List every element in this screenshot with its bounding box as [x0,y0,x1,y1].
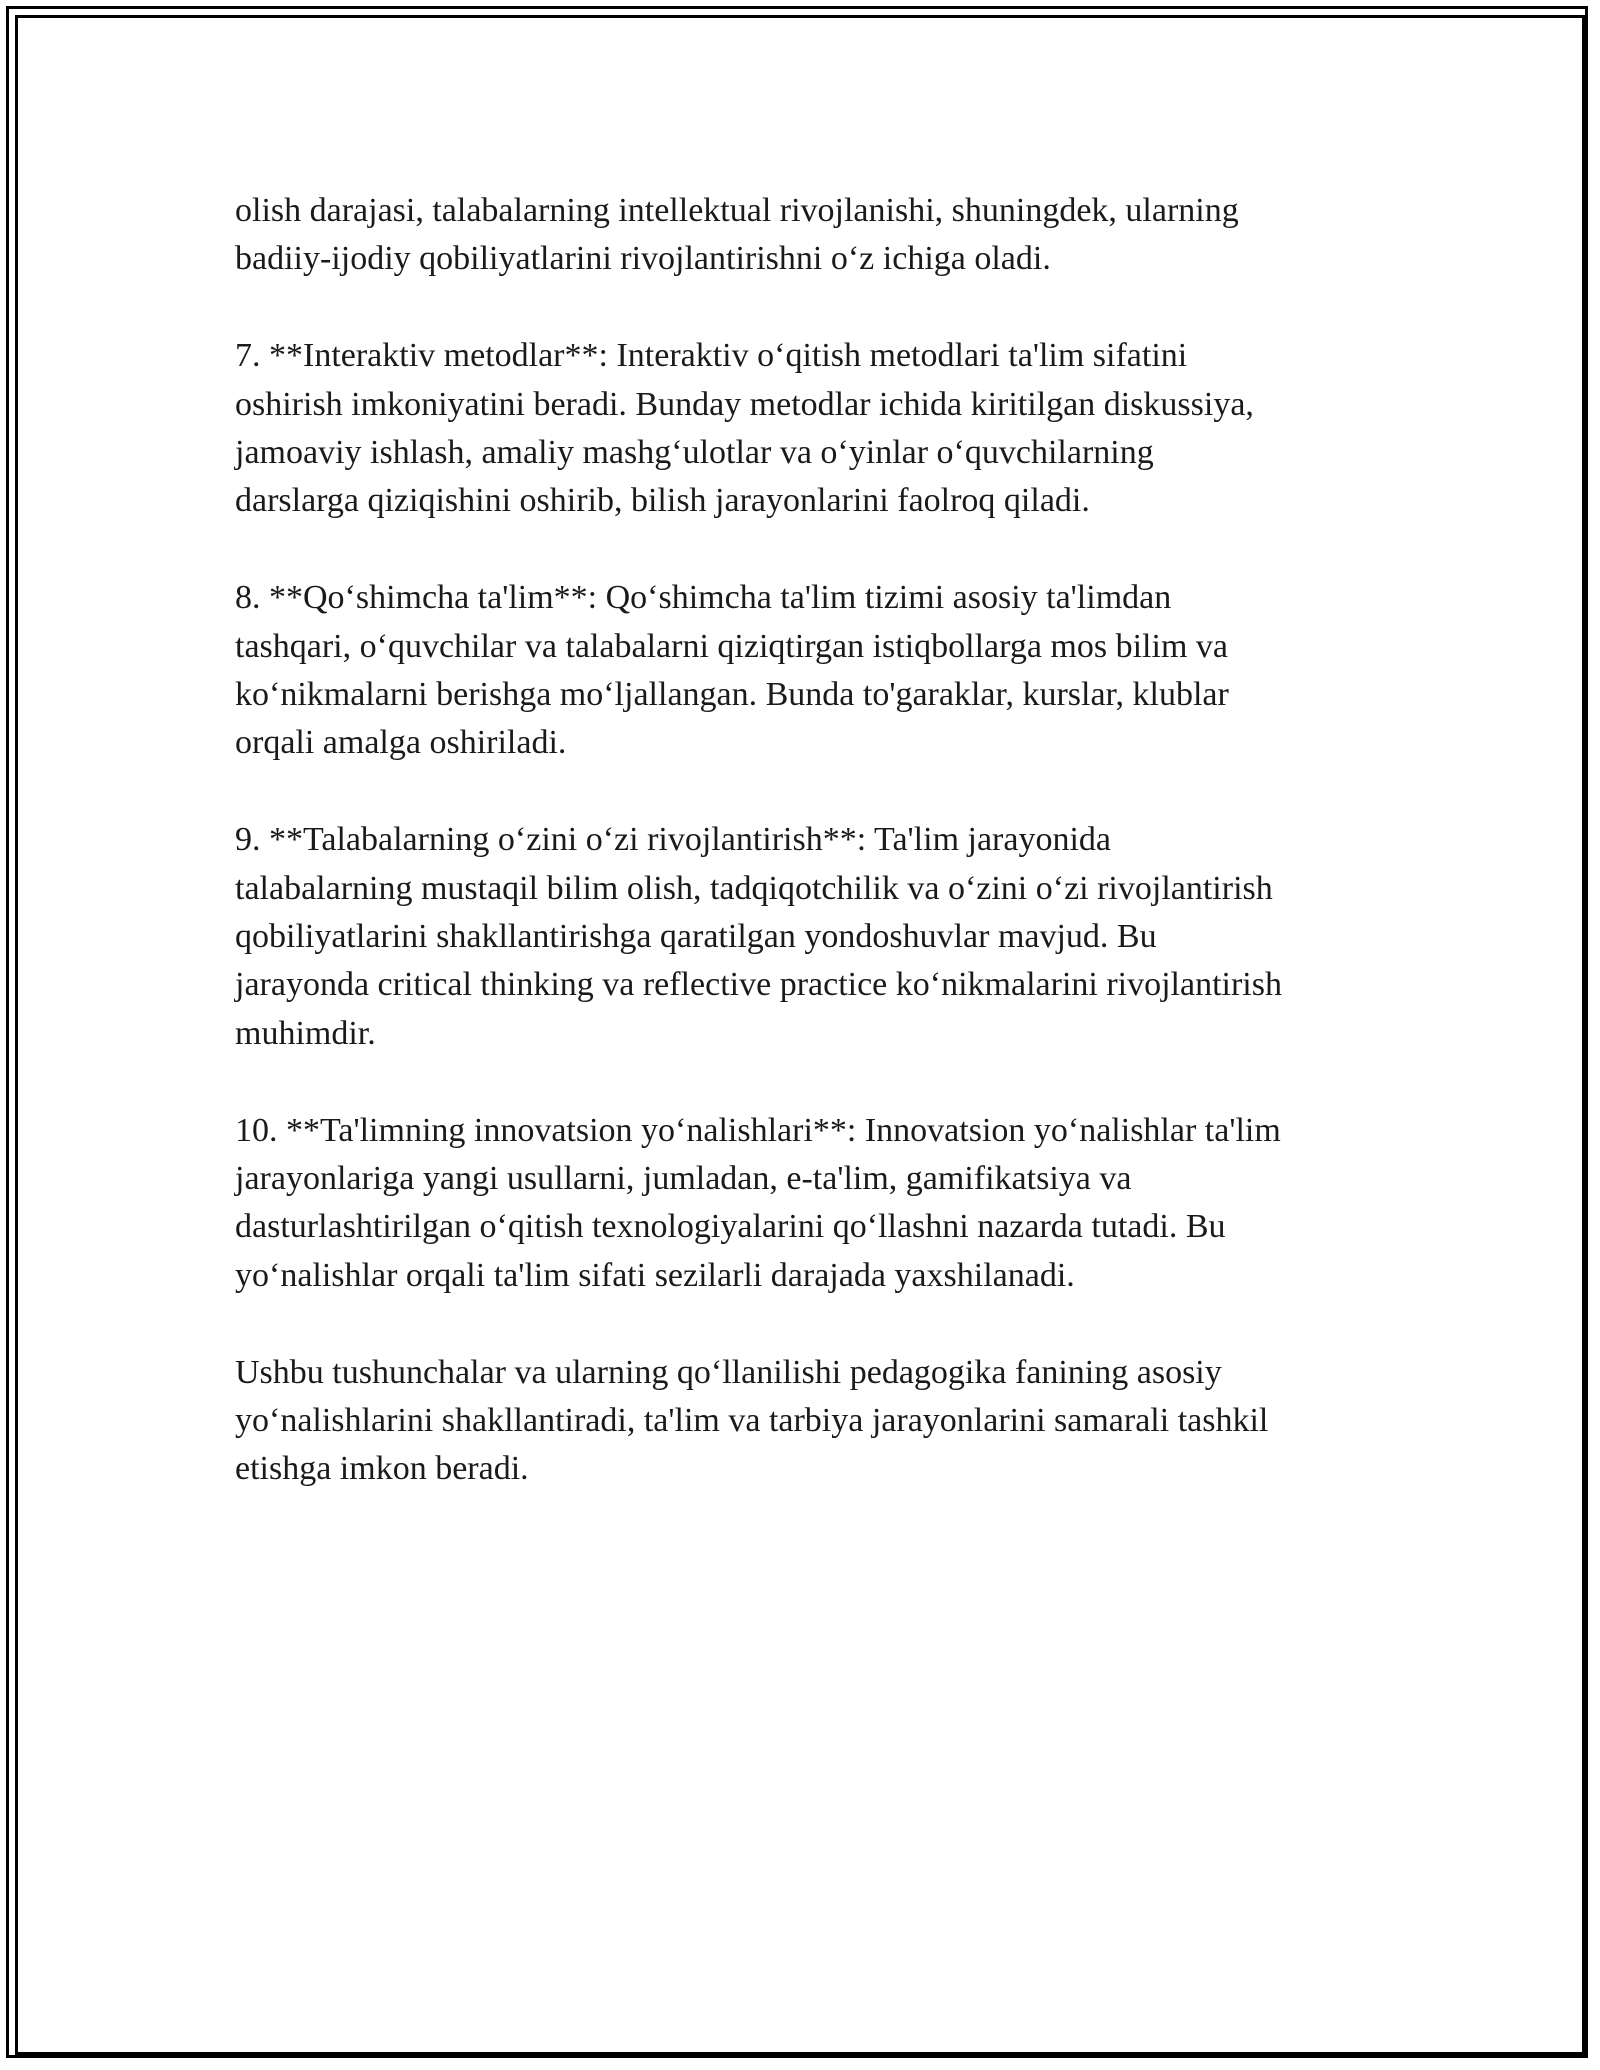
paragraph-item-8 [235,574,1385,768]
paragraph-conclusion [235,1349,1385,1494]
text-line: oshirish imkoniyatini beradi. Bunday metodlar ichida kiritilgan diskussiya, [235,385,1254,423]
text-line: 9. **Talabalarning o‘zini o‘zi rivojlantirish**: Ta'lim jarayonida [235,821,1111,859]
text-line: muhimdir. [235,1014,376,1052]
text-line: yo‘nalishlarini shakllantiradi, ta'lim va tarbiya jarayonlarini samarali tashkil [235,1402,1269,1440]
text-line: 7. **Interaktiv metodlar**: Interaktiv o‘qitish metodlari ta'lim sifatini [235,337,1188,375]
text-line: darslarga qiziqishini oshirib, bilish jarayonlarini faolroq qiladi. [235,482,1090,520]
text-line: 10. **Ta'limning innovatsion yo‘nalishlari**: Innovatsion yo‘nalishlar ta'lim [235,1111,1281,1149]
text-line: jarayonda critical thinking va reflective practice ko‘nikmalarini rivojlantirish [235,966,1282,1004]
text-line: talabalarning mustaqil bilim olish, tadqiqotchilik va o‘zini o‘zi rivojlantirish [235,869,1273,907]
text-line: dasturlashtirilgan o‘qitish texnologiyalarini qo‘llashni nazarda tutadi. Bu [235,1208,1226,1246]
text-line: tashqari, o‘quvchilar va talabalarni qiziqtirgan istiqbollarga mos bilim va [235,627,1228,665]
text-line: jarayonlariga yangi usullarni, jumladan, e-ta'lim, gamifikatsiya va [235,1160,1132,1198]
text-line: Ushbu tushunchalar va ularning qo‘llanilishi pedagogika fanining asosiy [235,1353,1222,1391]
text-line: olish darajasi, talabalarning intellektual rivojlanishi, shuningdek, ularning [235,192,1239,229]
text-line: yo‘nalishlar orqali ta'lim sifati sezilarli darajada yaxshilanadi. [235,1256,1075,1294]
document-body [235,187,1385,1494]
paragraph-continuation [235,187,1385,284]
text-line: badiiy-ijodiy qobiliyatlarini rivojlantirishni o‘z ichiga oladi. [235,240,1051,278]
paragraph-item-10 [235,1107,1385,1301]
text-line: ko‘nikmalarni berishga mo‘ljallangan. Bunda to'garaklar, kurslar, klublar [235,676,1229,714]
text-line: qobiliyatlarini shakllantirishga qaratilgan yondoshuvlar mavjud. Bu [235,918,1157,956]
paragraph-item-9 [235,816,1385,1058]
paragraph-item-7 [235,332,1385,526]
text-line: 8. **Qo‘shimcha ta'lim**: Qo‘shimcha ta'lim tizimi asosiy ta'limdan [235,579,1172,617]
text-line: jamoaviy ishlash, amaliy mashg‘ulotlar va o‘yinlar o‘quvchilarning [235,434,1154,472]
text-line: orqali amalga oshiriladi. [235,724,567,762]
text-line: etishga imkon beradi. [235,1450,529,1488]
